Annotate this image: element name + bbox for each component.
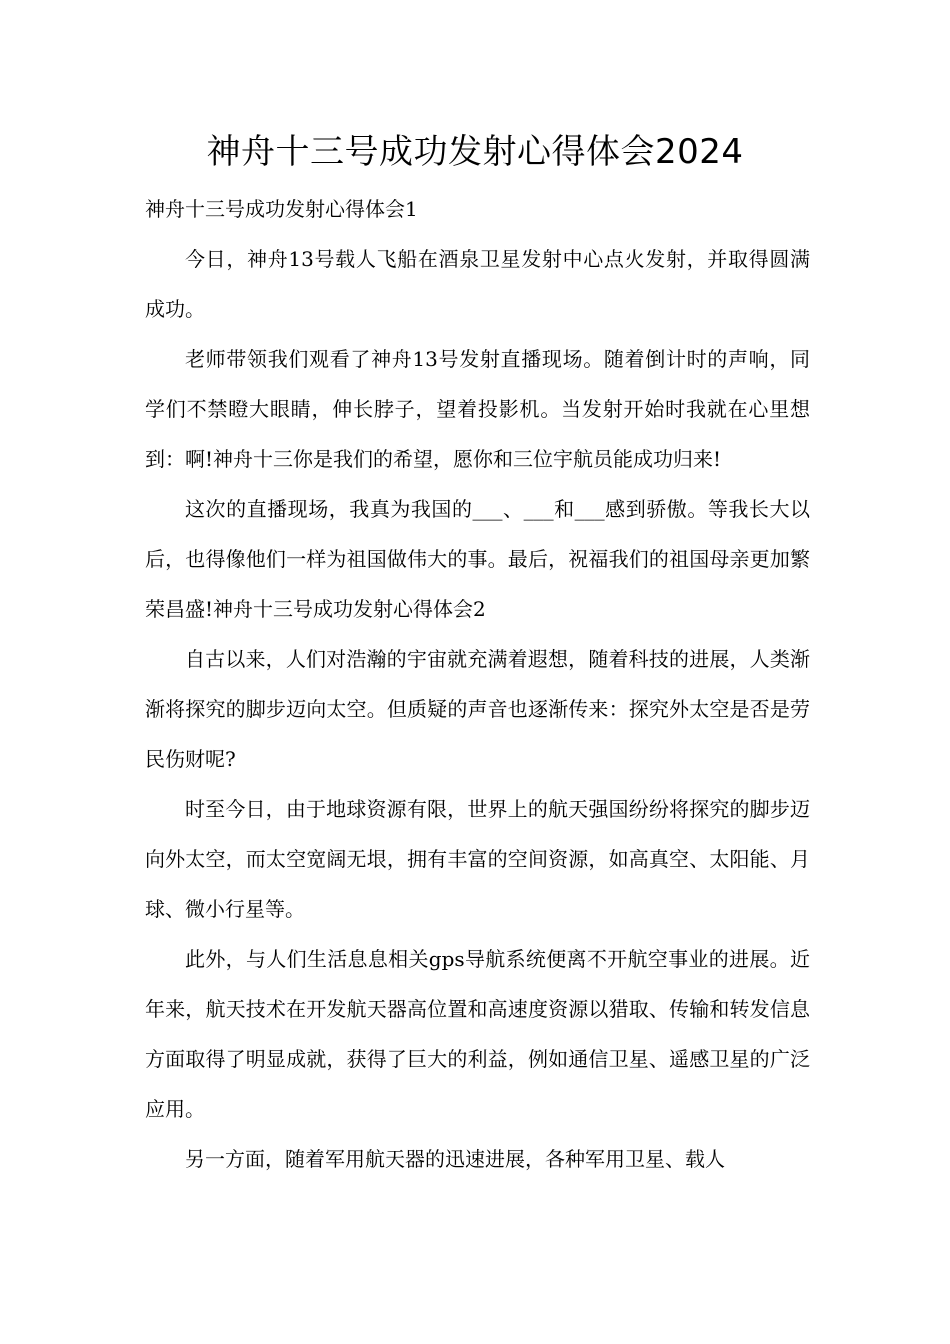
paragraph-4: 自古以来，人们对浩瀚的宇宙就充满着遐想，随着科技的进展，人类渐渐将探究的脚步迈向太空。但质疑的声音也逐渐传来：探究外太空是否是劳民伤财呢?: [145, 647, 810, 771]
document-title: 神舟十三号成功发射心得体会2024: [206, 132, 744, 172]
paragraph-6: 此外，与人们生活息息相关gps导航系统便离不开航空事业的进展。近年来，航天技术在开发航天器高位置和高速度资源以猎取、传输和转发信息方面取得了明显成就，获得了巨大的利益，例如通信卫星、遥感卫星的广泛应用。: [145, 947, 810, 1121]
paragraph-7: 另一方面，随着军用航天器的迅速进展，各种军用卫星、载人: [185, 1147, 725, 1171]
paragraph-1: 今日，神舟13号载人飞船在酒泉卫星发射中心点火发射，并取得圆满成功。: [145, 247, 810, 321]
paragraph-2: 老师带领我们观看了神舟13号发射直播现场。随着倒计时的声响，同学们不禁瞪大眼睛，伸长脖子，望着投影机。当发射开始时我就在心里想到：啊!神舟十三你是我们的希望，愿你和三位宇航员能成功归来!: [145, 347, 810, 471]
document-body: [145, 184, 810, 1184]
paragraph-3: 这次的直播现场，我真为我国的___、___和___感到骄傲。等我长大以后，也得像他们一样为祖国做伟大的事。最后，祝福我们的祖国母亲更加繁荣昌盛!神舟十三号成功发射心得体会2: [145, 497, 810, 621]
paragraph-5: 时至今日，由于地球资源有限，世界上的航天强国纷纷将探究的脚步迈向外太空，而太空宽阔无垠，拥有丰富的空间资源，如高真空、太阳能、月球、微小行星等。: [145, 797, 810, 921]
section-heading-1: 神舟十三号成功发射心得体会1: [145, 197, 418, 221]
